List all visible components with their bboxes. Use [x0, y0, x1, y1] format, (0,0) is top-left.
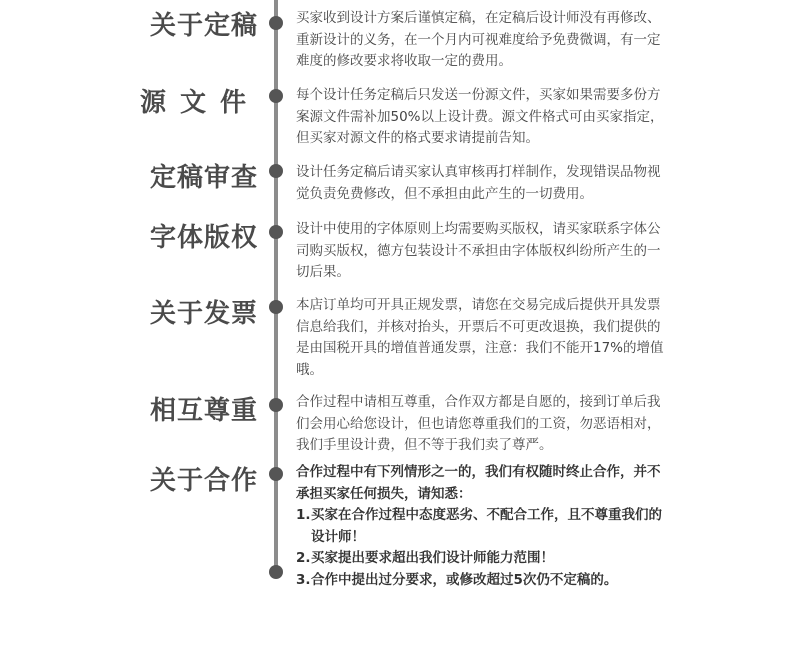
timeline-dot	[269, 164, 283, 178]
section-text-review: 设计任务定稿后请买家认真审核再打样制作，发现错误品物视觉负责免费修改，但不承担由此产生的一切费用。	[296, 164, 661, 202]
section-title-finalization: 关于定稿	[149, 11, 258, 41]
list-number: 1.	[296, 507, 311, 523]
timeline-dot	[269, 467, 283, 481]
list-number: 2.	[296, 550, 311, 566]
list-text: 合作中提出过分要求，或修改超过5次仍不定稿的。	[311, 571, 618, 588]
section-text-source-file: 每个设计任务定稿后只发送一份源文件，买家如果需要多份方案源文件需补加50%以上设计费。源文件格式可由买家指定，但买家对源文件的格式要求请提前告知。	[296, 87, 664, 146]
list-number: 3.	[296, 571, 311, 588]
section-text-cooperation	[296, 462, 668, 591]
timeline-dot	[269, 16, 283, 30]
section-text-mutual-respect: 合作过程中请相互尊重，合作双方都是自愿的，接到订单后我们会用心给您设计，但也请您尊重我们的工资，勿恶语相对，我们手里设计费，但不等于我们卖了尊严。	[296, 394, 661, 453]
list-item	[296, 505, 668, 548]
section-text-invoice: 本店订单均可开具正规发票，请您在交易完成后提供开具发票信息给我们，并核对抬头，开票后不可更改退换，我们提供的是由国税开具的增值普通发票，注意：我们不能开17%的增值哦。	[296, 297, 664, 378]
section-title-cooperation: 关于合作	[149, 466, 258, 496]
list-item	[296, 570, 668, 592]
list-text: 买家提出要求超出我们设计师能力范围！	[311, 550, 554, 566]
timeline-line	[274, 0, 278, 570]
section-title-invoice: 关于发票	[149, 299, 258, 329]
section-title-review: 定稿审查	[149, 163, 258, 193]
section-title-font-copyright: 字体版权	[149, 223, 258, 253]
list-text: 买家在合作过程中态度恶劣、不配合工作，且不尊重我们的设计师！	[311, 507, 662, 545]
section-text-font-copyright: 设计中使用的字体原则上均需要购买版权，请买家联系字体公司购买版权，德方包装设计不承担由字体版权纠纷所产生的一切后果。	[296, 221, 661, 280]
section-text-finalization: 买家收到设计方案后谨慎定稿，在定稿后设计师没有再修改、重新设计的义务，在一个月内可视难度给予免费微调，有一定难度的修改要求将收取一定的费用。	[296, 10, 661, 69]
cooperation-intro: 合作过程中有下列情形之一的，我们有权随时终止合作，并不承担买家任何损失，请知悉：	[296, 464, 661, 502]
list-item	[296, 548, 668, 570]
section-title-source-file: 源文件	[140, 88, 261, 118]
timeline-dot	[269, 398, 283, 412]
timeline-dot	[269, 300, 283, 314]
timeline-dot	[269, 89, 283, 103]
timeline-dot	[269, 225, 283, 239]
section-title-mutual-respect: 相互尊重	[149, 396, 258, 426]
timeline-end-dot	[269, 565, 283, 579]
